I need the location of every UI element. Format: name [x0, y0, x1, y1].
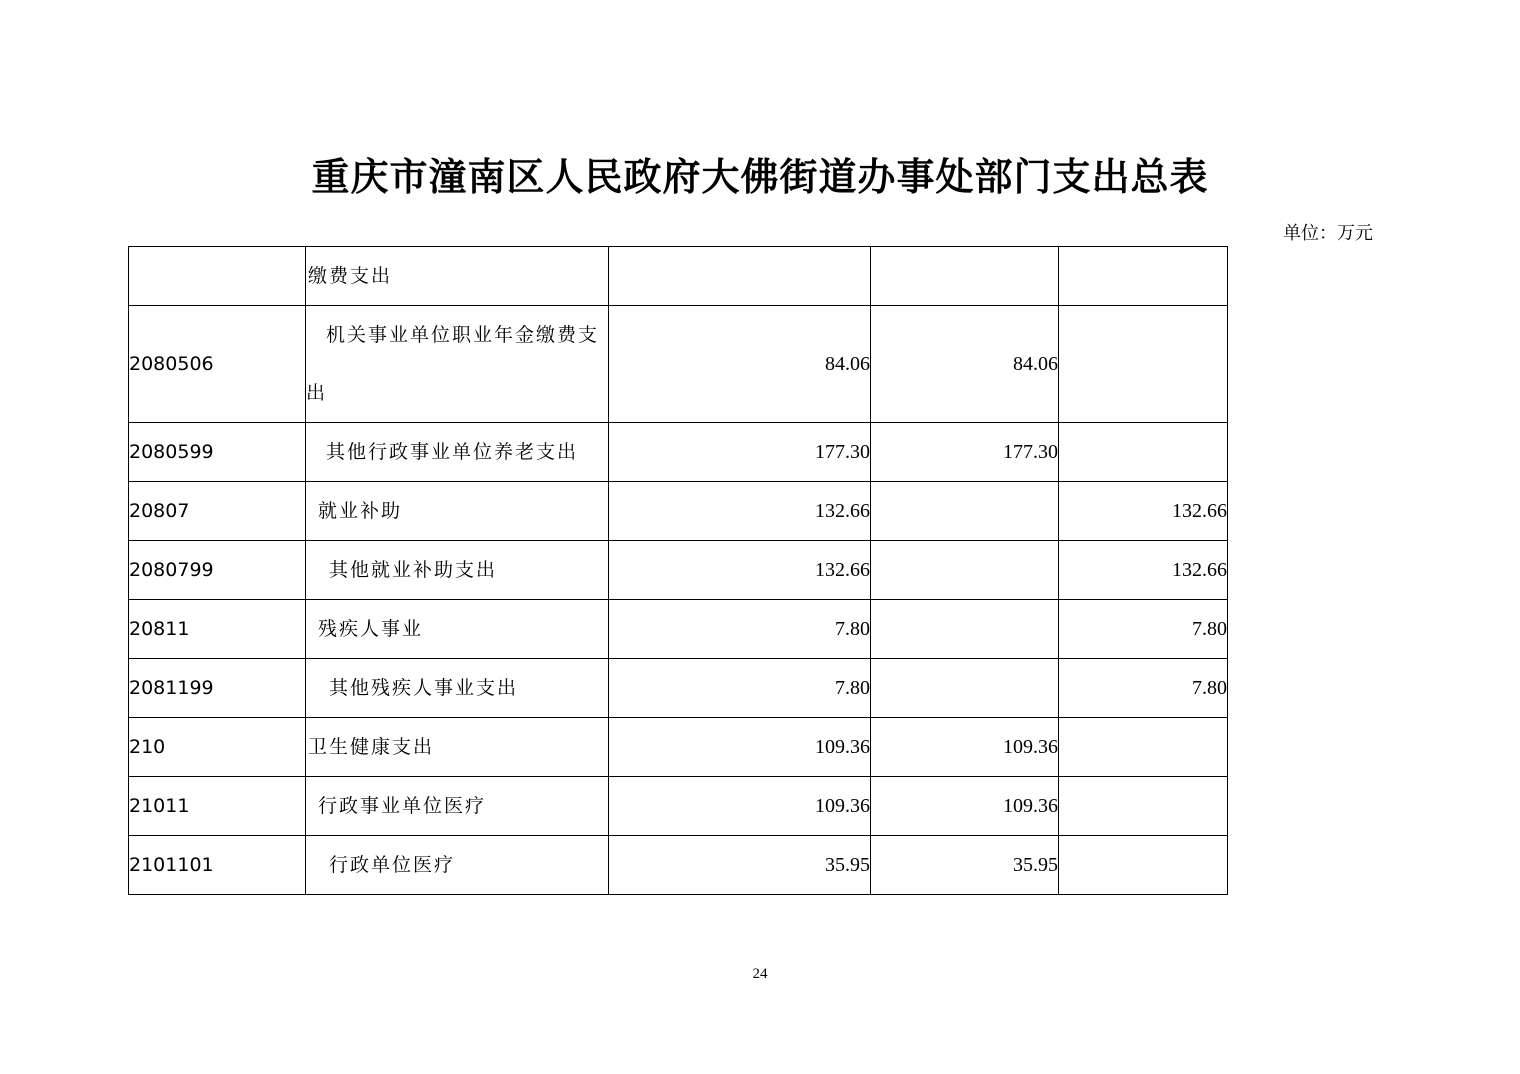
subject-code: 2101101: [129, 836, 306, 895]
total-amount: 177.30: [609, 423, 871, 482]
basic-expenditure: 177.30: [871, 423, 1059, 482]
project-expenditure: [1059, 718, 1228, 777]
subject-name: 缴费支出: [306, 247, 609, 306]
total-amount: 109.36: [609, 718, 871, 777]
basic-expenditure: 84.06: [871, 306, 1059, 423]
basic-expenditure: [871, 247, 1059, 306]
subject-name: 就业补助: [306, 482, 609, 541]
subject-name: 行政事业单位医疗: [306, 777, 609, 836]
total-amount: 132.66: [609, 541, 871, 600]
subject-code: 20811: [129, 600, 306, 659]
table-row: [129, 482, 1228, 541]
basic-expenditure: 109.36: [871, 718, 1059, 777]
basic-expenditure: [871, 541, 1059, 600]
project-expenditure: 132.66: [1059, 541, 1228, 600]
table-row: [129, 600, 1228, 659]
subject-name: 其他残疾人事业支出: [306, 659, 609, 718]
table-row: [129, 659, 1228, 718]
table-row: [129, 423, 1228, 482]
table-row: [129, 247, 1228, 306]
subject-code: 2080599: [129, 423, 306, 482]
subject-code: 2081199: [129, 659, 306, 718]
subject-name: 卫生健康支出: [306, 718, 609, 777]
table-row: [129, 777, 1228, 836]
total-amount: 132.66: [609, 482, 871, 541]
total-amount: 35.95: [609, 836, 871, 895]
unit-label: 单位：万元: [1283, 223, 1373, 244]
subject-code: 21011: [129, 777, 306, 836]
project-expenditure: [1059, 306, 1228, 423]
table-row: [129, 718, 1228, 777]
subject-name: 其他行政事业单位养老支出: [306, 423, 609, 482]
table-row: [129, 306, 1228, 423]
project-expenditure: 7.80: [1059, 659, 1228, 718]
subject-code: [129, 247, 306, 306]
basic-expenditure: 109.36: [871, 777, 1059, 836]
subject-code: 20807: [129, 482, 306, 541]
table-row: [129, 836, 1228, 895]
page-title: 重庆市潼南区人民政府大佛街道办事处部门支出总表: [311, 155, 1209, 199]
project-expenditure: [1059, 777, 1228, 836]
project-expenditure: 132.66: [1059, 482, 1228, 541]
subject-name: 机关事业单位职业年金缴费支出: [306, 306, 609, 423]
subject-code: 210: [129, 718, 306, 777]
subject-code: 2080799: [129, 541, 306, 600]
subject-name: 残疾人事业: [306, 600, 609, 659]
project-expenditure: [1059, 247, 1228, 306]
subject-name: 其他就业补助支出: [306, 541, 609, 600]
project-expenditure: [1059, 836, 1228, 895]
total-amount: 84.06: [609, 306, 871, 423]
basic-expenditure: [871, 659, 1059, 718]
table-row: [129, 541, 1228, 600]
basic-expenditure: [871, 600, 1059, 659]
basic-expenditure: [871, 482, 1059, 541]
total-amount: 109.36: [609, 777, 871, 836]
total-amount: 7.80: [609, 600, 871, 659]
total-amount: 7.80: [609, 659, 871, 718]
subject-code: 2080506: [129, 306, 306, 423]
project-expenditure: 7.80: [1059, 600, 1228, 659]
subject-name: 行政单位医疗: [306, 836, 609, 895]
project-expenditure: [1059, 423, 1228, 482]
page-number: 24: [752, 966, 768, 982]
basic-expenditure: 35.95: [871, 836, 1059, 895]
total-amount: [609, 247, 871, 306]
expenditure-table: [128, 246, 1228, 895]
